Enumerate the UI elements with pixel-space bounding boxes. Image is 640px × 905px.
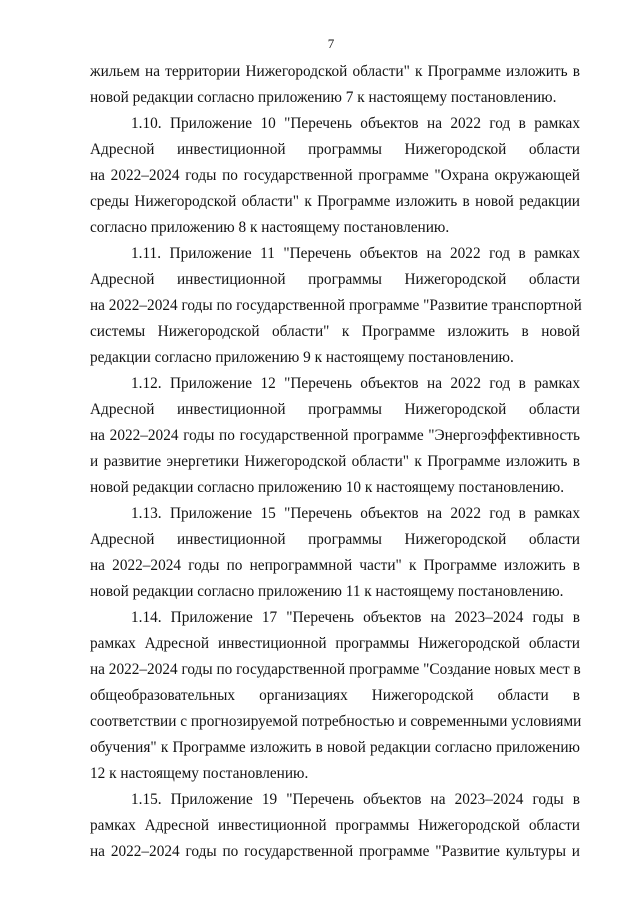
text-line: рамках Адресной инвестиционной программы Нижегородской области [90, 635, 580, 652]
text-line: рамках Адресной инвестиционной программы Нижегородской области [90, 817, 580, 834]
text-line: на 2022–2024 годы по государственной программе "Создание новых мест в [90, 661, 581, 678]
text-line: на 2022–2024 годы по государственной программе "Охрана окружающей [90, 167, 580, 184]
text-line: Адресной инвестиционной программы Нижегородской области [90, 141, 580, 158]
text-line: общеобразовательных организациях Нижегородской области в [90, 687, 580, 704]
text-line: Адресной инвестиционной программы Нижегородской области [90, 401, 580, 418]
text-line: на 2022–2024 годы по государственной программе "Развитие транспортной [90, 297, 582, 314]
text-line: на 2022–2024 годы по государственной программе "Энергоэффективность [90, 427, 580, 444]
text-line: на 2022–2024 годы по государственной программе "Развитие культуры и [90, 843, 580, 860]
text-line: и развитие энергетики Нижегородской области" к Программе изложить в [90, 453, 580, 470]
paragraph-1-15 [90, 787, 580, 865]
text-line: на 2022–2024 годы по непрограммной части" к Программе изложить в [90, 557, 580, 574]
text-line: обучения" к Программе изложить в новой редакции согласно приложению [90, 739, 580, 756]
document-body [90, 59, 580, 865]
text-line: согласно приложению 8 к настоящему постановлению. [90, 219, 450, 236]
text-line: 1.15. Приложение 19 "Перечень объектов на 2023–2024 годы в [131, 791, 580, 808]
text-line: 1.11. Приложение 11 "Перечень объектов на 2022 год в рамках [131, 245, 580, 262]
text-line: Адресной инвестиционной программы Нижегородской области [90, 531, 580, 548]
paragraph-1-13 [90, 501, 580, 605]
text-line: жильем на территории Нижегородской области" к Программе изложить в [90, 63, 580, 80]
text-line: 1.12. Приложение 12 "Перечень объектов на 2022 год в рамках [131, 375, 580, 392]
paragraph-1-14 [90, 605, 580, 787]
paragraph-1-11 [90, 241, 580, 371]
text-line: соответствии с прогнозируемой потребностью и современными условиями [90, 713, 582, 730]
paragraph-1-12 [90, 371, 580, 501]
text-line: среды Нижегородской области" к Программе изложить в новой редакции [90, 193, 580, 210]
text-line: системы Нижегородской области" к Программе изложить в новой [90, 323, 580, 340]
paragraph-continuation [90, 59, 580, 111]
text-line: 1.10. Приложение 10 "Перечень объектов на 2022 год в рамках [131, 115, 580, 132]
page-number: 7 [327, 36, 335, 51]
text-line: 1.14. Приложение 17 "Перечень объектов на 2023–2024 годы в [131, 609, 580, 626]
text-line: 1.13. Приложение 15 "Перечень объектов на 2022 год в рамках [131, 505, 580, 522]
paragraph-1-10 [90, 111, 580, 241]
text-line: редакции согласно приложению 9 к настоящему постановлению. [90, 349, 514, 366]
text-line: 12 к настоящему постановлению. [90, 765, 309, 782]
text-line: новой редакции согласно приложению 11 к настоящему постановлению. [90, 583, 564, 600]
text-line: новой редакции согласно приложению 7 к настоящему постановлению. [90, 89, 557, 106]
text-line: новой редакции согласно приложению 10 к настоящему постановлению. [90, 479, 565, 496]
text-line: Адресной инвестиционной программы Нижегородской области [90, 271, 580, 288]
